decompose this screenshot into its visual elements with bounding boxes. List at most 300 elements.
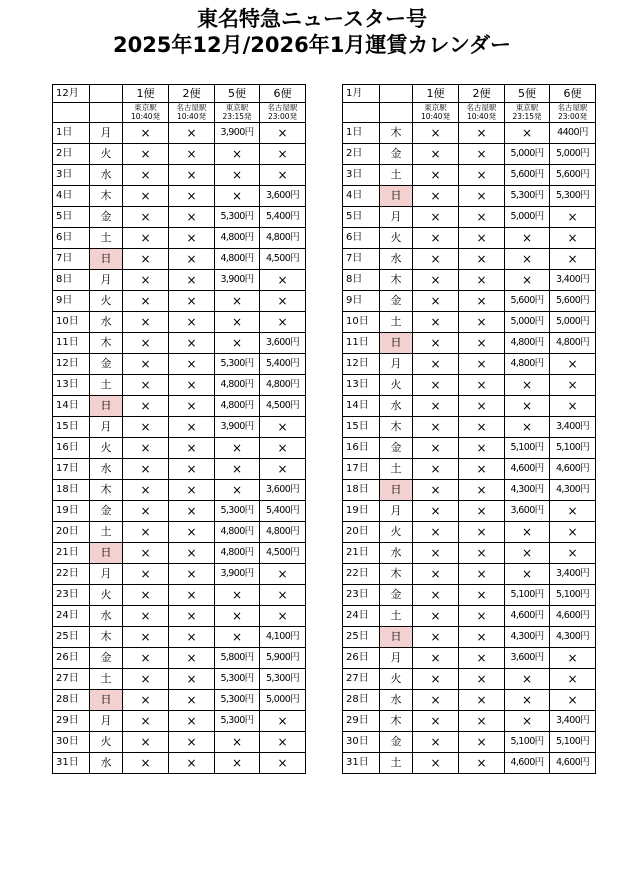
unavailable-mark: × — [550, 354, 596, 375]
unavailable-mark: × — [413, 648, 459, 669]
unavailable-mark: × — [459, 249, 505, 270]
fare-price: 4,500円 — [260, 249, 306, 270]
unavailable-mark: × — [215, 585, 260, 606]
day-row — [343, 564, 596, 585]
day-row — [343, 522, 596, 543]
weekday-cell: 火 — [90, 732, 123, 753]
unavailable-mark: × — [550, 228, 596, 249]
unavailable-mark: × — [260, 438, 306, 459]
weekday-cell: 火 — [90, 144, 123, 165]
weekday-cell: 火 — [380, 669, 413, 690]
date-cell: 29日 — [53, 711, 90, 732]
fare-price: 5,600円 — [550, 165, 596, 186]
unavailable-mark: × — [260, 459, 306, 480]
date-cell: 1日 — [343, 123, 380, 144]
date-cell: 20日 — [53, 522, 90, 543]
unavailable-mark: × — [260, 291, 306, 312]
unavailable-mark: × — [505, 249, 550, 270]
fare-price: 3,400円 — [550, 417, 596, 438]
departure-station: 名古屋駅 — [557, 103, 588, 112]
unavailable-mark: × — [550, 543, 596, 564]
unavailable-mark: × — [215, 732, 260, 753]
day-row — [53, 270, 306, 291]
date-cell: 27日 — [343, 669, 380, 690]
date-cell: 4日 — [343, 186, 380, 207]
day-row — [343, 753, 596, 774]
unavailable-mark: × — [123, 669, 169, 690]
unavailable-mark: × — [550, 501, 596, 522]
fare-price: 4,800円 — [215, 522, 260, 543]
weekday-cell: 火 — [90, 438, 123, 459]
unavailable-mark: × — [169, 585, 215, 606]
unavailable-mark: × — [550, 690, 596, 711]
unavailable-mark: × — [169, 249, 215, 270]
unavailable-mark: × — [459, 585, 505, 606]
date-cell: 16日 — [343, 438, 380, 459]
weekday-cell: 土 — [380, 753, 413, 774]
fare-price: 3,900円 — [215, 123, 260, 144]
unavailable-mark: × — [169, 627, 215, 648]
date-cell: 31日 — [343, 753, 380, 774]
unavailable-mark: × — [505, 711, 550, 732]
day-row — [53, 207, 306, 228]
date-cell: 11日 — [53, 333, 90, 354]
weekday-cell: 土 — [380, 459, 413, 480]
unavailable-mark: × — [215, 312, 260, 333]
unavailable-mark: × — [169, 123, 215, 144]
unavailable-mark: × — [169, 669, 215, 690]
unavailable-mark: × — [459, 459, 505, 480]
departure-time: 10:40発 — [420, 111, 451, 121]
day-row — [343, 228, 596, 249]
weekday-cell: 月 — [380, 648, 413, 669]
day-row — [343, 396, 596, 417]
fare-price: 3,400円 — [550, 711, 596, 732]
day-row — [343, 669, 596, 690]
unavailable-mark: × — [413, 480, 459, 501]
weekday-cell: 火 — [380, 228, 413, 249]
departure-info — [123, 103, 169, 123]
unavailable-mark: × — [413, 564, 459, 585]
unavailable-mark: × — [169, 312, 215, 333]
fare-price: 5,100円 — [505, 732, 550, 753]
departure-info — [169, 103, 215, 123]
unavailable-mark: × — [123, 186, 169, 207]
date-cell: 22日 — [53, 564, 90, 585]
unavailable-mark: × — [169, 564, 215, 585]
unavailable-mark: × — [169, 459, 215, 480]
fare-price: 3,400円 — [550, 270, 596, 291]
departure-time: 23:00発 — [557, 111, 588, 121]
fare-price: 5,300円 — [215, 711, 260, 732]
date-cell: 13日 — [53, 375, 90, 396]
day-row — [53, 291, 306, 312]
fare-price: 5,300円 — [215, 354, 260, 375]
fare-price: 5,300円 — [215, 501, 260, 522]
unavailable-mark: × — [169, 396, 215, 417]
bin-label: 6便 — [550, 85, 596, 103]
day-row — [343, 270, 596, 291]
date-cell: 8日 — [343, 270, 380, 291]
weekday-cell: 日 — [380, 627, 413, 648]
unavailable-mark: × — [260, 270, 306, 291]
day-row — [53, 627, 306, 648]
unavailable-mark: × — [123, 312, 169, 333]
day-row — [343, 312, 596, 333]
unavailable-mark: × — [169, 522, 215, 543]
unavailable-mark: × — [123, 711, 169, 732]
unavailable-mark: × — [459, 312, 505, 333]
day-row — [343, 606, 596, 627]
fare-price: 4,300円 — [550, 480, 596, 501]
day-row — [53, 165, 306, 186]
unavailable-mark: × — [459, 291, 505, 312]
unavailable-mark: × — [169, 291, 215, 312]
fare-price: 4,800円 — [260, 228, 306, 249]
fare-price: 4,500円 — [260, 543, 306, 564]
fare-price: 3,900円 — [215, 417, 260, 438]
fare-price: 4,600円 — [505, 753, 550, 774]
weekday-cell: 木 — [380, 711, 413, 732]
unavailable-mark: × — [123, 270, 169, 291]
unavailable-mark: × — [505, 690, 550, 711]
unavailable-mark: × — [459, 522, 505, 543]
unavailable-mark: × — [505, 270, 550, 291]
unavailable-mark: × — [123, 627, 169, 648]
unavailable-mark: × — [215, 291, 260, 312]
weekday-cell: 土 — [90, 522, 123, 543]
fare-price: 5,400円 — [260, 354, 306, 375]
day-row — [343, 207, 596, 228]
date-cell: 17日 — [343, 459, 380, 480]
date-cell: 29日 — [343, 711, 380, 732]
fare-price: 5,000円 — [550, 312, 596, 333]
day-row — [53, 459, 306, 480]
weekday-cell: 水 — [90, 459, 123, 480]
day-row — [53, 144, 306, 165]
day-row — [53, 585, 306, 606]
unavailable-mark: × — [459, 501, 505, 522]
day-row — [53, 417, 306, 438]
date-cell: 30日 — [53, 732, 90, 753]
day-row — [53, 228, 306, 249]
departure-station: 名古屋駅 — [267, 103, 298, 112]
unavailable-mark: × — [123, 354, 169, 375]
unavailable-mark: × — [459, 753, 505, 774]
fare-price: 5,900円 — [260, 648, 306, 669]
unavailable-mark: × — [123, 501, 169, 522]
weekday-cell: 木 — [380, 270, 413, 291]
fare-price: 5,400円 — [260, 207, 306, 228]
day-row — [343, 417, 596, 438]
departure-info — [260, 103, 306, 123]
weekday-cell: 木 — [90, 333, 123, 354]
fare-price: 5,100円 — [505, 585, 550, 606]
unavailable-mark: × — [215, 438, 260, 459]
fare-price: 4,800円 — [215, 396, 260, 417]
unavailable-mark: × — [413, 228, 459, 249]
weekday-cell: 月 — [90, 270, 123, 291]
departure-time: 23:15発 — [222, 111, 252, 121]
unavailable-mark: × — [459, 207, 505, 228]
fare-price: 5,600円 — [505, 165, 550, 186]
fare-price: 4,600円 — [550, 459, 596, 480]
day-row — [53, 606, 306, 627]
weekday-cell: 月 — [380, 501, 413, 522]
fare-price: 4,600円 — [550, 606, 596, 627]
unavailable-mark: × — [123, 543, 169, 564]
unavailable-mark: × — [505, 375, 550, 396]
fare-price: 5,000円 — [550, 144, 596, 165]
day-row — [53, 375, 306, 396]
weekday-cell: 月 — [380, 207, 413, 228]
day-row — [53, 501, 306, 522]
departure-station: 東京駅 — [424, 103, 447, 112]
bin-label: 5便 — [505, 85, 550, 103]
unavailable-mark: × — [459, 123, 505, 144]
unavailable-mark: × — [413, 375, 459, 396]
unavailable-mark: × — [459, 228, 505, 249]
unavailable-mark: × — [413, 522, 459, 543]
day-row — [53, 732, 306, 753]
fare-price: 5,300円 — [505, 186, 550, 207]
fare-price: 4400円 — [550, 123, 596, 144]
unavailable-mark: × — [505, 123, 550, 144]
weekday-cell: 金 — [380, 585, 413, 606]
weekday-cell: 木 — [380, 417, 413, 438]
date-cell: 6日 — [343, 228, 380, 249]
weekday-cell: 火 — [380, 522, 413, 543]
unavailable-mark: × — [260, 585, 306, 606]
fare-price: 4,800円 — [215, 228, 260, 249]
unavailable-mark: × — [123, 438, 169, 459]
unavailable-mark: × — [459, 270, 505, 291]
unavailable-mark: × — [169, 207, 215, 228]
day-row — [343, 732, 596, 753]
unavailable-mark: × — [169, 165, 215, 186]
blank-cell — [53, 103, 90, 123]
unavailable-mark: × — [123, 144, 169, 165]
bin-label: 1便 — [413, 85, 459, 103]
unavailable-mark: × — [505, 417, 550, 438]
unavailable-mark: × — [413, 207, 459, 228]
day-row — [343, 648, 596, 669]
fare-price: 4,800円 — [550, 333, 596, 354]
day-row — [53, 480, 306, 501]
month-label: 12月 — [53, 85, 90, 103]
weekday-cell: 日 — [380, 333, 413, 354]
unavailable-mark: × — [260, 417, 306, 438]
departure-station: 東京駅 — [225, 103, 249, 112]
date-cell: 24日 — [53, 606, 90, 627]
fare-price: 4,600円 — [505, 606, 550, 627]
unavailable-mark: × — [123, 648, 169, 669]
fare-price: 5,000円 — [505, 312, 550, 333]
fare-price: 5,800円 — [215, 648, 260, 669]
weekday-cell: 金 — [90, 648, 123, 669]
unavailable-mark: × — [169, 711, 215, 732]
date-cell: 9日 — [53, 291, 90, 312]
unavailable-mark: × — [215, 480, 260, 501]
date-cell: 3日 — [53, 165, 90, 186]
date-cell: 23日 — [343, 585, 380, 606]
calendar-table-january — [342, 84, 596, 774]
date-cell: 22日 — [343, 564, 380, 585]
unavailable-mark: × — [550, 375, 596, 396]
day-row — [53, 438, 306, 459]
fare-price: 4,800円 — [505, 333, 550, 354]
unavailable-mark: × — [505, 228, 550, 249]
unavailable-mark: × — [459, 543, 505, 564]
fare-price: 4,800円 — [215, 375, 260, 396]
unavailable-mark: × — [169, 144, 215, 165]
unavailable-mark: × — [123, 291, 169, 312]
date-cell: 18日 — [343, 480, 380, 501]
weekday-cell: 水 — [380, 690, 413, 711]
date-cell: 28日 — [343, 690, 380, 711]
date-cell: 6日 — [53, 228, 90, 249]
weekday-cell: 木 — [380, 123, 413, 144]
month-label: 1月 — [343, 85, 380, 103]
bin-label: 2便 — [169, 85, 215, 103]
unavailable-mark: × — [505, 522, 550, 543]
fare-price: 5,600円 — [550, 291, 596, 312]
day-row — [343, 543, 596, 564]
weekday-cell: 火 — [90, 291, 123, 312]
unavailable-mark: × — [169, 417, 215, 438]
weekday-cell: 金 — [380, 291, 413, 312]
weekday-cell: 金 — [380, 732, 413, 753]
date-cell: 12日 — [53, 354, 90, 375]
fare-price: 5,300円 — [215, 207, 260, 228]
date-cell: 1日 — [53, 123, 90, 144]
day-row — [343, 165, 596, 186]
date-cell: 5日 — [53, 207, 90, 228]
fare-price: 3,400円 — [550, 564, 596, 585]
day-row — [343, 291, 596, 312]
date-cell: 8日 — [53, 270, 90, 291]
date-cell: 2日 — [343, 144, 380, 165]
weekday-cell: 土 — [380, 165, 413, 186]
unavailable-mark: × — [459, 396, 505, 417]
page-subtitle: 2025年12月/2026年1月運賃カレンダー — [112, 33, 512, 57]
weekday-cell: 土 — [380, 312, 413, 333]
fare-price: 3,600円 — [260, 480, 306, 501]
day-row — [343, 186, 596, 207]
weekday-cell: 水 — [90, 312, 123, 333]
date-cell: 11日 — [343, 333, 380, 354]
day-row — [53, 249, 306, 270]
unavailable-mark: × — [459, 648, 505, 669]
unavailable-mark: × — [459, 627, 505, 648]
weekday-cell: 金 — [90, 501, 123, 522]
unavailable-mark: × — [413, 753, 459, 774]
date-cell: 15日 — [53, 417, 90, 438]
fare-price: 5,100円 — [550, 732, 596, 753]
bin-label: 1便 — [123, 85, 169, 103]
departure-info — [505, 103, 550, 123]
day-row — [343, 144, 596, 165]
unavailable-mark: × — [169, 375, 215, 396]
unavailable-mark: × — [550, 669, 596, 690]
date-cell: 21日 — [343, 543, 380, 564]
weekday-cell: 木 — [90, 627, 123, 648]
day-row — [343, 354, 596, 375]
unavailable-mark: × — [215, 627, 260, 648]
fare-price: 4,800円 — [505, 354, 550, 375]
day-row — [343, 585, 596, 606]
unavailable-mark: × — [260, 564, 306, 585]
day-row — [343, 123, 596, 144]
unavailable-mark: × — [459, 711, 505, 732]
weekday-cell: 金 — [380, 438, 413, 459]
unavailable-mark: × — [123, 417, 169, 438]
unavailable-mark: × — [413, 354, 459, 375]
unavailable-mark: × — [459, 333, 505, 354]
unavailable-mark: × — [413, 438, 459, 459]
unavailable-mark: × — [459, 354, 505, 375]
date-cell: 30日 — [343, 732, 380, 753]
weekday-cell: 日 — [90, 543, 123, 564]
unavailable-mark: × — [169, 753, 215, 774]
date-cell: 24日 — [343, 606, 380, 627]
fare-price: 3,900円 — [215, 564, 260, 585]
date-cell: 23日 — [53, 585, 90, 606]
date-cell: 18日 — [53, 480, 90, 501]
fare-price: 5,000円 — [505, 144, 550, 165]
unavailable-mark: × — [505, 564, 550, 585]
unavailable-mark: × — [413, 627, 459, 648]
day-row — [53, 564, 306, 585]
fare-price: 4,300円 — [505, 480, 550, 501]
unavailable-mark: × — [413, 543, 459, 564]
weekday-cell: 木 — [90, 480, 123, 501]
unavailable-mark: × — [459, 144, 505, 165]
unavailable-mark: × — [169, 186, 215, 207]
unavailable-mark: × — [169, 480, 215, 501]
weekday-cell: 日 — [90, 690, 123, 711]
unavailable-mark: × — [260, 606, 306, 627]
weekday-cell: 土 — [90, 669, 123, 690]
day-row — [343, 438, 596, 459]
fare-price: 3,600円 — [505, 648, 550, 669]
departure-info — [215, 103, 260, 123]
fare-price: 5,600円 — [505, 291, 550, 312]
unavailable-mark: × — [413, 312, 459, 333]
day-row — [343, 690, 596, 711]
bin-label: 5便 — [215, 85, 260, 103]
day-row — [343, 249, 596, 270]
day-row — [53, 753, 306, 774]
day-row — [343, 333, 596, 354]
day-row — [343, 501, 596, 522]
date-cell: 9日 — [343, 291, 380, 312]
weekday-cell: 木 — [90, 186, 123, 207]
unavailable-mark: × — [260, 753, 306, 774]
unavailable-mark: × — [123, 585, 169, 606]
unavailable-mark: × — [459, 165, 505, 186]
unavailable-mark: × — [413, 711, 459, 732]
date-cell: 26日 — [343, 648, 380, 669]
unavailable-mark: × — [413, 165, 459, 186]
unavailable-mark: × — [123, 333, 169, 354]
departure-station: 東京駅 — [515, 103, 539, 112]
weekday-cell: 金 — [380, 144, 413, 165]
blank-cell — [380, 103, 413, 123]
unavailable-mark: × — [505, 396, 550, 417]
unavailable-mark: × — [413, 396, 459, 417]
unavailable-mark: × — [550, 249, 596, 270]
